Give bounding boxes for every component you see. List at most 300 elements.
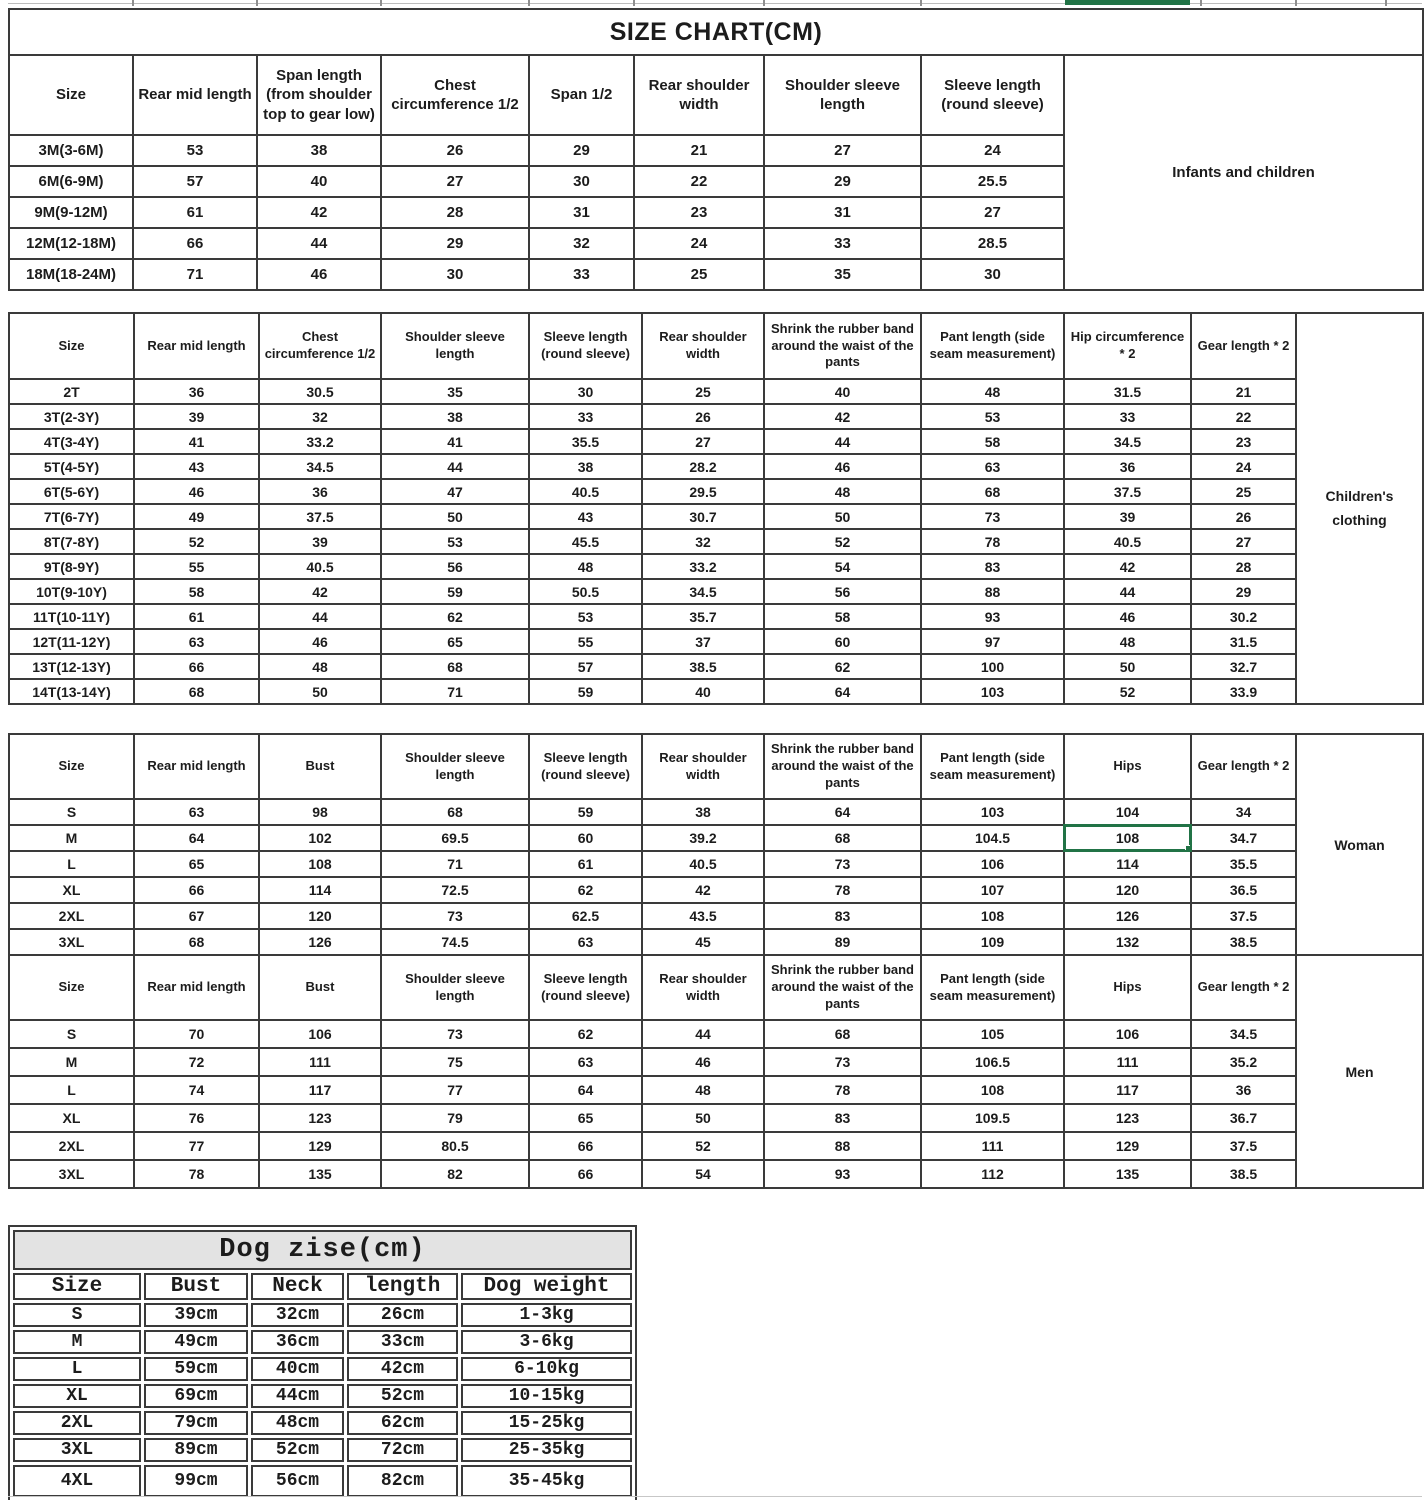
cell: 40: [257, 166, 381, 197]
cell: 40.5: [259, 554, 381, 579]
cell: 40.5: [1064, 529, 1191, 554]
cell: 58: [921, 429, 1064, 454]
cell: 50.5: [529, 579, 642, 604]
size-cell: 2XL: [9, 1132, 134, 1160]
cell: 64: [764, 799, 921, 825]
cell: 73: [764, 851, 921, 877]
cell: 33: [1064, 404, 1191, 429]
cell: 68: [134, 679, 259, 704]
column-tick: [920, 0, 922, 6]
selected-cell[interactable]: 108: [1064, 825, 1191, 851]
cell: 135: [259, 1160, 381, 1188]
size-cell: L: [9, 851, 134, 877]
data-row: [9, 903, 1423, 929]
cell: 38.5: [1191, 1160, 1296, 1188]
cell: 74: [134, 1076, 259, 1104]
header-cell: Dog weight: [461, 1273, 632, 1300]
header-cell: Bust: [259, 734, 381, 799]
cell: 36.5: [1191, 877, 1296, 903]
dog-size-title: Dog zise(cm): [13, 1230, 632, 1270]
cell: 52cm: [251, 1438, 344, 1462]
cell: 108: [921, 903, 1064, 929]
cell: 25: [634, 259, 764, 290]
cell: 38: [529, 454, 642, 479]
size-cell: 6M(6-9M): [9, 166, 133, 197]
header-row: [9, 313, 1423, 379]
header-cell: Sleeve length (round sleeve): [921, 55, 1064, 135]
cell: 72cm: [347, 1438, 458, 1462]
header-cell: Hips: [1064, 955, 1191, 1020]
cell: 55: [529, 629, 642, 654]
cell: 37.5: [259, 504, 381, 529]
cell: 114: [1064, 851, 1191, 877]
cell: 68: [381, 799, 529, 825]
cell: 132: [1064, 929, 1191, 955]
cell: 78: [921, 529, 1064, 554]
cell: 111: [259, 1048, 381, 1076]
cell: 35: [381, 379, 529, 404]
cell: 39: [259, 529, 381, 554]
cell: 46: [1064, 604, 1191, 629]
header-cell: Shrink the rubber band around the waist of the pants: [764, 734, 921, 799]
cell: 50: [259, 679, 381, 704]
cell: 46: [259, 629, 381, 654]
size-cell: 11T(10-11Y): [9, 604, 134, 629]
cell: 39.2: [642, 825, 764, 851]
column-tick: [380, 0, 382, 6]
cell: 111: [1064, 1048, 1191, 1076]
data-row: [9, 554, 1423, 579]
data-row: [9, 604, 1423, 629]
cell: 108: [259, 851, 381, 877]
cell: 67: [134, 903, 259, 929]
cell: 99cm: [144, 1465, 248, 1497]
header-cell: Pant length (side seam measurement): [921, 313, 1064, 379]
woman-men-size-table: [8, 733, 1424, 1189]
cell: 88: [764, 1132, 921, 1160]
cell: 82cm: [347, 1465, 458, 1497]
cell: 38.5: [1191, 929, 1296, 955]
header-cell: Rear shoulder width: [642, 734, 764, 799]
column-tick: [1385, 0, 1387, 6]
data-row: [9, 629, 1423, 654]
header-cell: Neck: [251, 1273, 344, 1300]
data-row: [9, 1048, 1423, 1076]
data-row: [13, 1411, 632, 1435]
bottom-gridline: [8, 1496, 1422, 1497]
cell: 41: [134, 429, 259, 454]
cell: 72: [134, 1048, 259, 1076]
data-row: [9, 479, 1423, 504]
cell: 53: [529, 604, 642, 629]
size-cell: 6T(5-6Y): [9, 479, 134, 504]
size-cell: 14T(13-14Y): [9, 679, 134, 704]
data-row: [9, 929, 1423, 955]
size-chart-title: SIZE CHART(CM): [9, 9, 1423, 55]
cell: 39cm: [144, 1303, 248, 1327]
size-cell: 2T: [9, 379, 134, 404]
cell: 58: [134, 579, 259, 604]
cell: 48: [642, 1076, 764, 1104]
cell: 28: [1191, 554, 1296, 579]
cell: 35.5: [1191, 851, 1296, 877]
header-cell: Shrink the rubber band around the waist of the pants: [764, 955, 921, 1020]
column-tick: [1200, 0, 1202, 6]
cell: 38: [257, 135, 381, 166]
cell: 26cm: [347, 1303, 458, 1327]
cell: 64: [529, 1076, 642, 1104]
cell: 64: [764, 679, 921, 704]
cell: 27: [921, 197, 1064, 228]
cell: 29: [381, 228, 529, 259]
column-tick: [633, 0, 635, 6]
cell: 27: [764, 135, 921, 166]
cell: 103: [921, 679, 1064, 704]
header-cell: Bust: [144, 1273, 248, 1300]
cell: 33: [764, 228, 921, 259]
cell: 106.5: [921, 1048, 1064, 1076]
size-cell: S: [9, 1020, 134, 1048]
cell: 49: [134, 504, 259, 529]
cell: 75: [381, 1048, 529, 1076]
size-cell: M: [9, 1048, 134, 1076]
cell: 117: [1064, 1076, 1191, 1104]
cell: 104.5: [921, 825, 1064, 851]
cell: 102: [259, 825, 381, 851]
cell: 71: [133, 259, 257, 290]
cell: 77: [381, 1076, 529, 1104]
cell: 24: [634, 228, 764, 259]
cell: 44: [642, 1020, 764, 1048]
cell: 52: [642, 1132, 764, 1160]
cell: 30.5: [259, 379, 381, 404]
data-row: [9, 1132, 1423, 1160]
cell: 37.5: [1191, 1132, 1296, 1160]
header-cell: Rear shoulder width: [642, 313, 764, 379]
top-gridline: [8, 3, 1422, 4]
data-row: [9, 654, 1423, 679]
cell: 107: [921, 877, 1064, 903]
cell: 108: [921, 1076, 1064, 1104]
size-cell: 3XL: [9, 1160, 134, 1188]
cell: 104: [1064, 799, 1191, 825]
cell: 31.5: [1191, 629, 1296, 654]
cell: 34: [1191, 799, 1296, 825]
cell: 45: [642, 929, 764, 955]
cell: 126: [259, 929, 381, 955]
cell: 27: [381, 166, 529, 197]
header-cell: Size: [9, 55, 133, 135]
cell: 48: [764, 479, 921, 504]
cell: 23: [634, 197, 764, 228]
cell: 30: [529, 379, 642, 404]
cell: 66: [529, 1160, 642, 1188]
cell: 36cm: [251, 1330, 344, 1354]
size-cell: L: [13, 1357, 141, 1381]
header-row: [9, 955, 1423, 1020]
cell: 114: [259, 877, 381, 903]
header-cell: Gear length * 2: [1191, 734, 1296, 799]
cell: 24: [921, 135, 1064, 166]
cell: 37.5: [1191, 903, 1296, 929]
cell: 98: [259, 799, 381, 825]
cell: 64: [134, 825, 259, 851]
cell: 57: [529, 654, 642, 679]
cell: 53: [133, 135, 257, 166]
cell: 83: [764, 1104, 921, 1132]
data-row: [9, 851, 1423, 877]
cell: 40.5: [642, 851, 764, 877]
cell: 42cm: [347, 1357, 458, 1381]
size-cell: 5T(4-5Y): [9, 454, 134, 479]
cell: 50: [1064, 654, 1191, 679]
data-row: [9, 429, 1423, 454]
data-row: [9, 1020, 1423, 1048]
cell: 123: [1064, 1104, 1191, 1132]
cell: 42: [259, 579, 381, 604]
header-cell: Shoulder sleeve length: [381, 313, 529, 379]
cell: 38: [381, 404, 529, 429]
cell: 57: [133, 166, 257, 197]
cell: 73: [381, 1020, 529, 1048]
cell: 61: [134, 604, 259, 629]
cell: 68: [921, 479, 1064, 504]
cell: 28.5: [921, 228, 1064, 259]
data-row: [9, 1160, 1423, 1188]
cell: 43.5: [642, 903, 764, 929]
cell: 49cm: [144, 1330, 248, 1354]
cell: 52: [764, 529, 921, 554]
data-row: [9, 825, 1423, 851]
size-cell: 4XL: [13, 1465, 141, 1497]
cell: 32.7: [1191, 654, 1296, 679]
cell: 25: [642, 379, 764, 404]
cell: 26: [1191, 504, 1296, 529]
size-cell: 9T(8-9Y): [9, 554, 134, 579]
cell: 73: [764, 1048, 921, 1076]
cell: 63: [134, 799, 259, 825]
header-cell: Pant length (side seam measurement): [921, 734, 1064, 799]
cell: 24: [1191, 454, 1296, 479]
cell: 93: [764, 1160, 921, 1188]
cell: 35.7: [642, 604, 764, 629]
cell: 70: [134, 1020, 259, 1048]
cell: 38.5: [642, 654, 764, 679]
header-cell: Rear mid length: [134, 955, 259, 1020]
cell: 54: [764, 554, 921, 579]
header-cell: Size: [13, 1273, 141, 1300]
size-cell: 10T(9-10Y): [9, 579, 134, 604]
cell: 27: [642, 429, 764, 454]
header-cell: Hip circumference * 2: [1064, 313, 1191, 379]
header-cell: Gear length * 2: [1191, 955, 1296, 1020]
cell: 43: [134, 454, 259, 479]
cell: 78: [764, 1076, 921, 1104]
cell: 63: [134, 629, 259, 654]
header-cell: Shoulder sleeve length: [381, 955, 529, 1020]
cell: 44: [257, 228, 381, 259]
column-tick: [528, 0, 530, 6]
cell: 37.5: [1064, 479, 1191, 504]
cell: 62: [529, 877, 642, 903]
header-cell: Bust: [259, 955, 381, 1020]
cell: 30: [381, 259, 529, 290]
header-row: [13, 1273, 632, 1300]
header-cell: Shoulder sleeve length: [381, 734, 529, 799]
cell: 65: [381, 629, 529, 654]
size-cell: 2XL: [13, 1411, 141, 1435]
cell: 48: [529, 554, 642, 579]
cell: 71: [381, 851, 529, 877]
cell: 68: [134, 929, 259, 955]
cell: 129: [259, 1132, 381, 1160]
size-cell: XL: [9, 1104, 134, 1132]
header-cell: Sleeve length (round sleeve): [529, 734, 642, 799]
column-tick: [1295, 0, 1297, 6]
cell: 48cm: [251, 1411, 344, 1435]
size-cell: 3T(2-3Y): [9, 404, 134, 429]
cell: 27: [1191, 529, 1296, 554]
column-tick: [763, 0, 765, 6]
infants-and-children-label: Infants and children: [1064, 55, 1423, 290]
cell: 79: [381, 1104, 529, 1132]
cell: 62: [381, 604, 529, 629]
cell: 106: [1064, 1020, 1191, 1048]
cell: 53: [921, 404, 1064, 429]
cell: 63: [921, 454, 1064, 479]
data-row: [9, 404, 1423, 429]
cell: 66: [133, 228, 257, 259]
cell: 21: [634, 135, 764, 166]
size-cell: M: [13, 1330, 141, 1354]
cell: 88: [921, 579, 1064, 604]
cell: 30.2: [1191, 604, 1296, 629]
cell: 22: [634, 166, 764, 197]
cell: 28.2: [642, 454, 764, 479]
data-row: [9, 504, 1423, 529]
data-row: [9, 454, 1423, 479]
cell: 135: [1064, 1160, 1191, 1188]
cell: 15-25kg: [461, 1411, 632, 1435]
cell: 21: [1191, 379, 1296, 404]
size-cell: M: [9, 825, 134, 851]
size-cell: 3XL: [9, 929, 134, 955]
data-row: [13, 1438, 632, 1462]
header-cell: Pant length (side seam measurement): [921, 955, 1064, 1020]
data-row: [9, 379, 1423, 404]
header-cell: Rear mid length: [133, 55, 257, 135]
children-size-table: [8, 312, 1424, 705]
cell: 63: [529, 929, 642, 955]
cell: 74.5: [381, 929, 529, 955]
cell: 58: [764, 604, 921, 629]
cell: 106: [921, 851, 1064, 877]
cell: 34.5: [1191, 1020, 1296, 1048]
size-cell: 4T(3-4Y): [9, 429, 134, 454]
cell: 30.7: [642, 504, 764, 529]
data-row: [13, 1330, 632, 1354]
cell: 79cm: [144, 1411, 248, 1435]
size-cell: 13T(12-13Y): [9, 654, 134, 679]
cell: 120: [259, 903, 381, 929]
cell: 35: [764, 259, 921, 290]
size-cell: 18M(18-24M): [9, 259, 133, 290]
cell: 35-45kg: [461, 1465, 632, 1497]
cell: 59: [381, 579, 529, 604]
cell: 44: [1064, 579, 1191, 604]
cell: 52cm: [347, 1384, 458, 1408]
cell: 44cm: [251, 1384, 344, 1408]
cell: 41: [381, 429, 529, 454]
size-cell: 12M(12-18M): [9, 228, 133, 259]
cell: 36: [259, 479, 381, 504]
cell: 30: [529, 166, 634, 197]
column-tick: [132, 0, 134, 6]
header-cell: Gear length * 2: [1191, 313, 1296, 379]
cell: 50: [764, 504, 921, 529]
cell: 97: [921, 629, 1064, 654]
cell: 6-10kg: [461, 1357, 632, 1381]
cell: 59: [529, 679, 642, 704]
cell: 68: [764, 825, 921, 851]
cell: 42: [257, 197, 381, 228]
size-cell: 7T(6-7Y): [9, 504, 134, 529]
header-row: [9, 55, 1423, 135]
data-row: [9, 529, 1423, 554]
dog-size-table: [8, 1225, 637, 1500]
infants-size-table: [8, 8, 1424, 291]
cell: 65: [529, 1104, 642, 1132]
cell: 53: [381, 529, 529, 554]
cell: 33: [529, 259, 634, 290]
cell: 33.9: [1191, 679, 1296, 704]
cell: 44: [381, 454, 529, 479]
cell: 25.5: [921, 166, 1064, 197]
cell: 103: [921, 799, 1064, 825]
data-row: [13, 1357, 632, 1381]
cell: 56: [381, 554, 529, 579]
cell: 28: [381, 197, 529, 228]
data-row: [13, 1384, 632, 1408]
header-cell: Size: [9, 734, 134, 799]
cell: 30: [921, 259, 1064, 290]
cell: 129: [1064, 1132, 1191, 1160]
cell: 33.2: [642, 554, 764, 579]
cell: 56: [764, 579, 921, 604]
selected-column-highlight: [1065, 0, 1190, 5]
cell: 35.2: [1191, 1048, 1296, 1076]
cell: 78: [134, 1160, 259, 1188]
size-cell: L: [9, 1076, 134, 1104]
cell: 68: [381, 654, 529, 679]
cell: 50: [642, 1104, 764, 1132]
cell: 71: [381, 679, 529, 704]
header-cell: Sleeve length (round sleeve): [529, 955, 642, 1020]
header-cell: Rear mid length: [134, 313, 259, 379]
men-label: Men: [1296, 955, 1423, 1188]
cell: 62cm: [347, 1411, 458, 1435]
column-tick: [256, 0, 258, 6]
cell: 40cm: [251, 1357, 344, 1381]
cell: 32cm: [251, 1303, 344, 1327]
cell: 46: [134, 479, 259, 504]
cell: 29: [529, 135, 634, 166]
cell: 39: [1064, 504, 1191, 529]
cell: 52: [1064, 679, 1191, 704]
header-cell: Chest circumference 1/2: [381, 55, 529, 135]
size-cell: XL: [13, 1384, 141, 1408]
cell: 36: [1191, 1076, 1296, 1104]
